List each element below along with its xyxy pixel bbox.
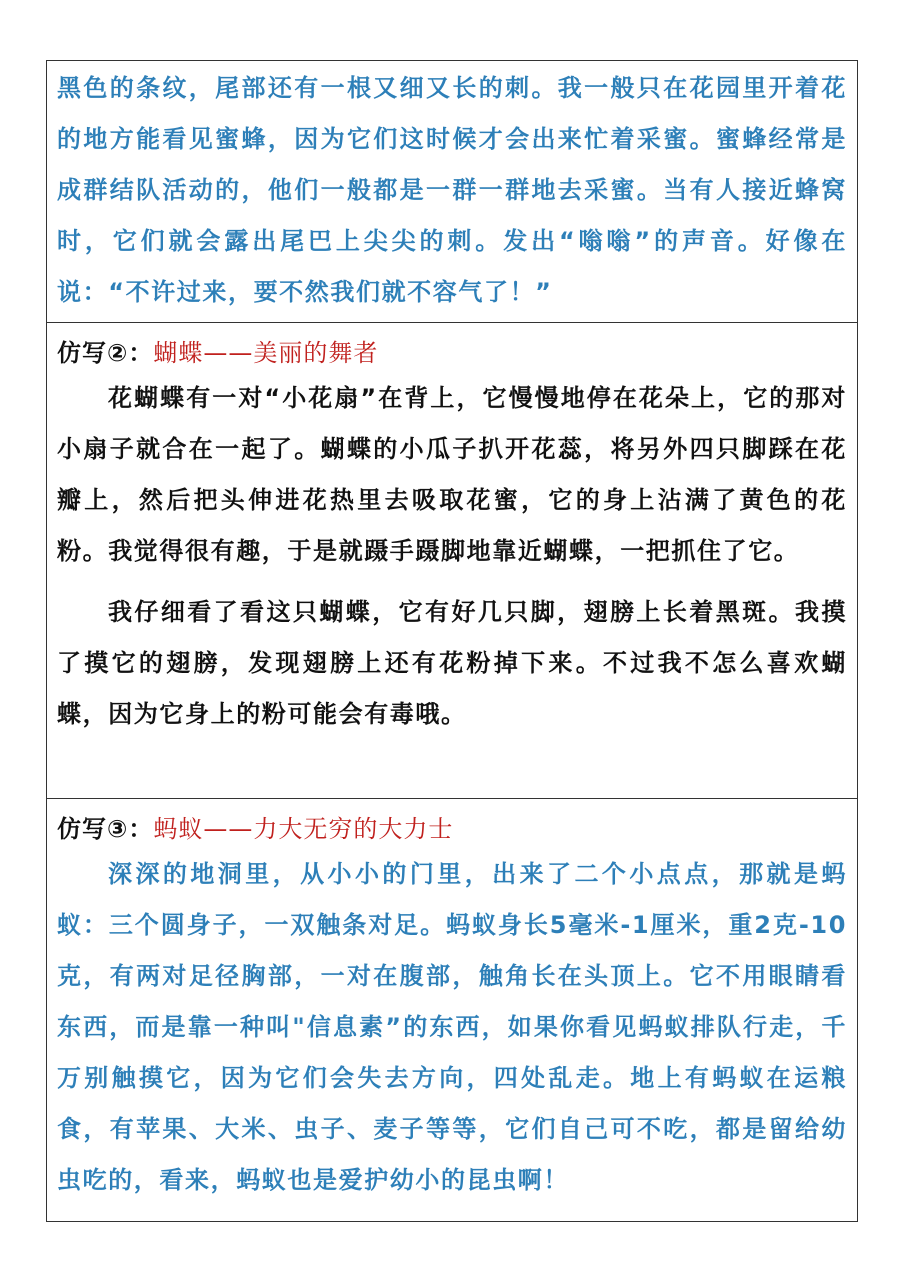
ant-heading: [57, 809, 847, 849]
ant-heading-lead: 仿写③：: [57, 815, 154, 843]
ant-paragraph: 深深的地洞里，从小小的门里，出来了二个小点点，那就是蚂蚁：三个圆身子，一双触条对足。蚂蚁身长5毫米-1厘米，重2克-10克，有两对足径胸部，一对在腹部，触角长在头顶上。它不用眼睛看东西，而是靠一种叫"信息素”的东西，如果你看见蚂蚁排队行走，千万别触摸它，因为它们会失去方向，四处乱走。地上有蚂蚁在运粮食，有苹果、大米、虫子、麦子等等，它们自己可不吃，都是留给幼虫吃的，看来，蚂蚁也是爱护幼小的昆虫啊！: [57, 860, 847, 1194]
ant-heading-title: 蚂蚁——力大无穷的大力士: [153, 815, 454, 843]
bee-paragraph: 黑色的条纹，尾部还有一根又细又长的刺。我一般只在花园里开着花的地方能看见蜜蜂，因为它们这时候才会出来忙着采蜜。蜜蜂经常是成群结队活动的，他们一般都是一群一群地去采蜜。当有人接近蜂窝时，它们就会露出尾巴上尖尖的刺。发出“嗡嗡”的声音。好像在说：“不许过来，要不然我们就不容气了！”: [57, 74, 847, 306]
butterfly-paragraph-2: 我仔细看了看这只蝴蝶，它有好几只脚，翅膀上长着黑斑。我摸了摸它的翅膀，发现翅膀上还有花粉掉下来。不过我不怎么喜欢蝴蝶，因为它身上的粉可能会有毒哦。: [57, 598, 847, 728]
bee-section: [47, 61, 857, 323]
butterfly-section: [47, 323, 857, 799]
butterfly-paragraph-1: 花蝴蝶有一对“小花扇”在背上，它慢慢地停在花朵上，它的那对小扇子就合在一起了。蝴蝶的小瓜子扒开花蕊，将另外四只脚踩在花瓣上，然后把头伸进花热里去吸取花蜜，它的身上沾满了黄色的花粉。我觉得很有趣，于是就蹑手蹑脚地靠近蝴蝶，一把抓住了它。: [57, 384, 847, 565]
butterfly-heading-title: 蝴蝶——美丽的舞者: [153, 339, 379, 367]
butterfly-heading-lead: 仿写②：: [57, 339, 154, 367]
butterfly-heading: [57, 333, 847, 373]
essay-table: [46, 60, 858, 1222]
ant-section: [47, 799, 857, 1221]
